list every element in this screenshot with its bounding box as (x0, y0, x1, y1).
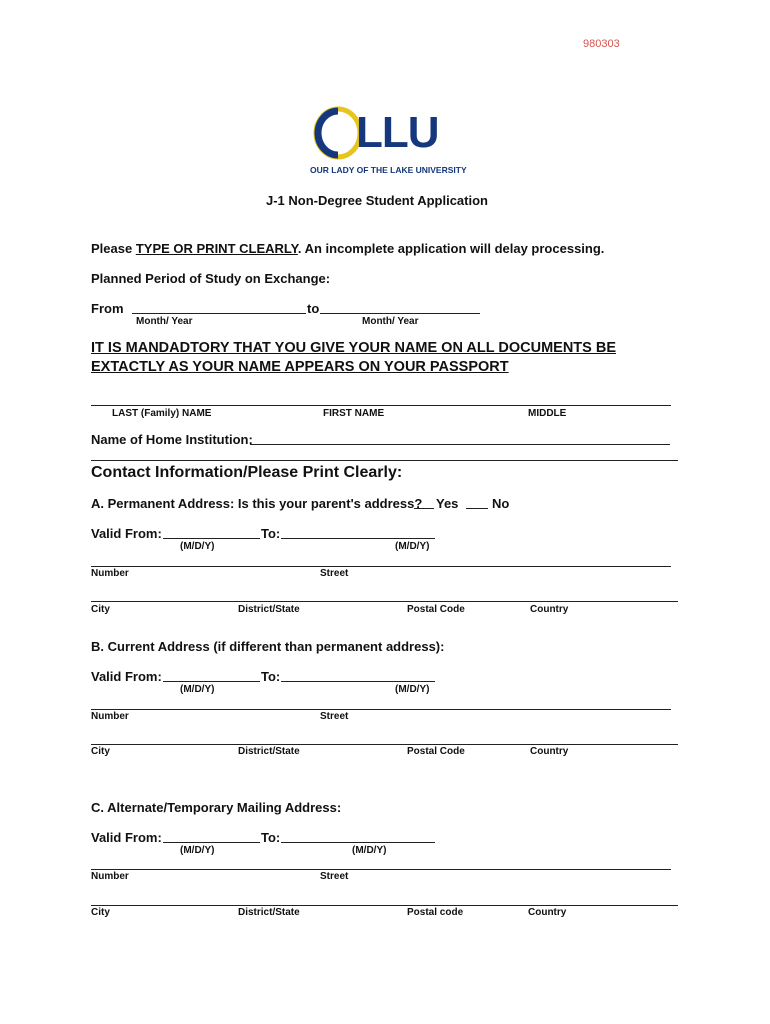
period-from-label: From (91, 301, 124, 316)
section-a-street-field[interactable] (91, 566, 671, 567)
section-b-postal-label: Postal Code (407, 746, 465, 757)
section-a-to-field[interactable] (281, 538, 435, 539)
section-c-valid-from-label: Valid From: (91, 830, 162, 845)
instruction (91, 241, 604, 256)
section-b-valid-from-field[interactable] (163, 681, 260, 682)
period-from-hint: Month/ Year (136, 316, 193, 327)
section-b-to-hint: (M/D/Y) (395, 684, 430, 695)
section-a-to-hint: (M/D/Y) (395, 541, 430, 552)
section-b-country-label: Country (530, 746, 569, 757)
section-c-from-hint: (M/D/Y) (180, 845, 215, 856)
section-c-to-label: To: (261, 830, 281, 845)
section-a-from-hint: (M/D/Y) (180, 541, 215, 552)
section-c-valid-from-field[interactable] (163, 842, 260, 843)
section-c-to-field[interactable] (281, 842, 435, 843)
home-institution-field-line-2[interactable] (91, 460, 678, 461)
form-title: J-1 Non-Degree Student Application (266, 193, 488, 208)
section-b-city-field[interactable] (91, 744, 678, 745)
section-a-number-label: Number (91, 568, 129, 579)
section-b-street-label: Street (320, 711, 349, 722)
section-a-city-field[interactable] (91, 601, 678, 602)
contact-heading: Contact Information/Please Print Clearly: (91, 464, 403, 481)
section-a-country-label: Country (530, 604, 569, 615)
section-c-country-label: Country (528, 907, 567, 918)
section-c-heading: C. Alternate/Temporary Mailing Address: (91, 800, 342, 815)
parents-address-yes-field[interactable] (414, 508, 434, 509)
section-c-city-field[interactable] (91, 905, 678, 906)
section-c-city-label: City (91, 907, 110, 918)
section-c-district-label: District/State (238, 907, 300, 918)
home-institution-field[interactable] (250, 444, 670, 445)
section-b-valid-from-label: Valid From: (91, 669, 162, 684)
logo-tagline: OUR LADY OF THE LAKE UNIVERSITY (310, 165, 467, 175)
section-c-number-label: Number (91, 871, 129, 882)
section-b-from-hint: (M/D/Y) (180, 684, 215, 695)
section-b-number-label: Number (91, 711, 129, 722)
section-a-street-label: Street (320, 568, 349, 579)
parents-address-no-field[interactable] (466, 508, 488, 509)
section-b-city-label: City (91, 746, 110, 757)
section-a-valid-from-field[interactable] (163, 538, 260, 539)
first-name-label: FIRST NAME (323, 408, 385, 419)
section-c-street-label: Street (320, 871, 349, 882)
section-a-city-label: City (91, 604, 110, 615)
section-b-to-field[interactable] (281, 681, 435, 682)
section-c-postal-label: Postal code (407, 907, 464, 918)
full-name-field[interactable] (91, 405, 671, 406)
logo-wordmark: LLU (356, 108, 439, 157)
section-a-to-label: To: (261, 526, 281, 541)
period-to-label: to (307, 301, 320, 316)
period-to-field[interactable] (320, 313, 480, 314)
section-a-valid-from-label: Valid From: (91, 526, 162, 541)
parents-address-yes-label: Yes (436, 496, 459, 511)
section-c-street-field[interactable] (91, 869, 671, 870)
period-from-field[interactable] (132, 313, 306, 314)
document-id: 980303 (583, 38, 620, 50)
section-b-to-label: To: (261, 669, 281, 684)
section-a-postal-label: Postal Code (407, 604, 465, 615)
section-b-district-label: District/State (238, 746, 300, 757)
mandatory-notice-line-2: EXTACTLY AS YOUR NAME APPEARS ON YOUR PASSPORT (91, 359, 509, 375)
section-b-street-field[interactable] (91, 709, 671, 710)
university-logo (310, 104, 470, 176)
period-to-hint: Month/ Year (362, 316, 419, 327)
period-label: Planned Period of Study on Exchange: (91, 271, 331, 286)
section-a-heading: A. Permanent Address: Is this your parent's address? (91, 496, 423, 511)
parents-address-no-label: No (492, 496, 510, 511)
instruction-prefix: Please (91, 241, 136, 256)
instruction-suffix: . An incomplete application will delay processing. (297, 241, 605, 256)
section-a-district-label: District/State (238, 604, 300, 615)
instruction-emphasis: TYPE OR PRINT CLEARLY (135, 241, 298, 256)
last-name-label: LAST (Family) NAME (112, 408, 212, 419)
home-institution-label: Name of Home Institution: (91, 432, 253, 447)
middle-name-label: MIDDLE (528, 408, 567, 419)
section-c-to-hint: (M/D/Y) (352, 845, 387, 856)
section-b-heading: B. Current Address (if different than permanent address): (91, 639, 445, 654)
mandatory-notice-line-1: IT IS MANDADTORY THAT YOU GIVE YOUR NAME ON ALL DOCUMENTS BE (91, 340, 616, 356)
